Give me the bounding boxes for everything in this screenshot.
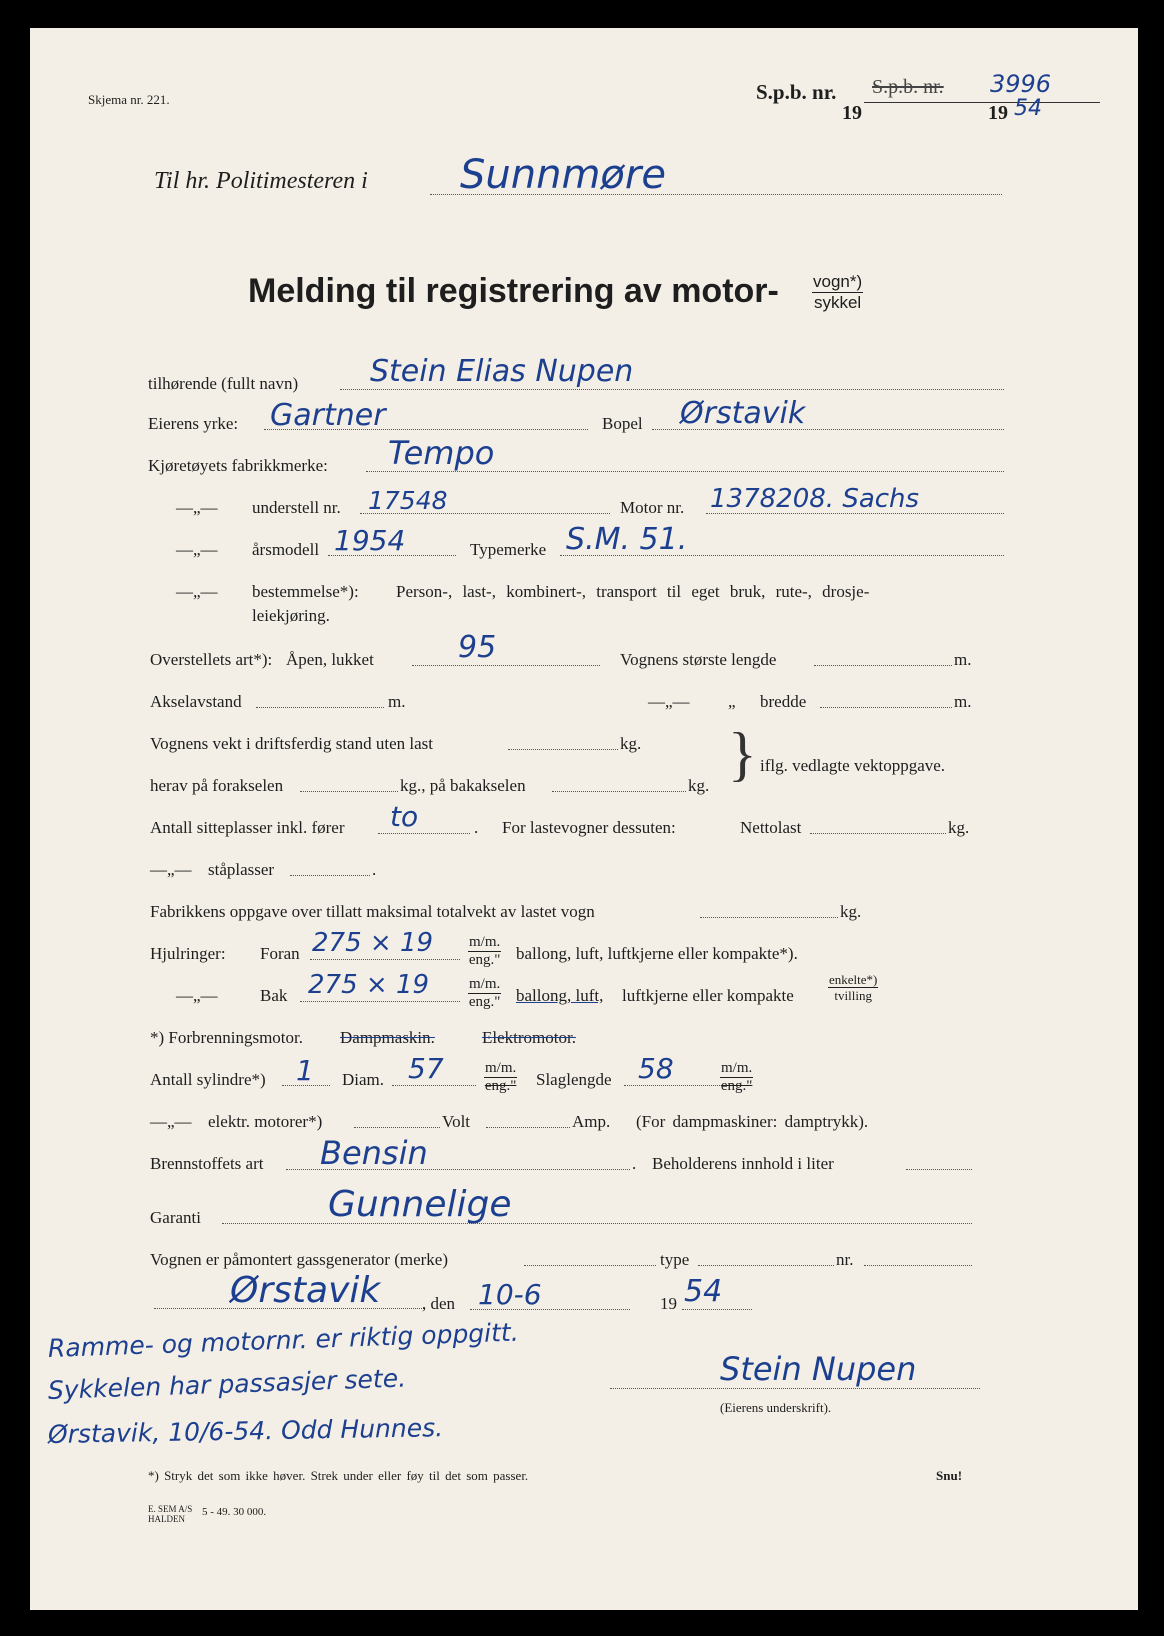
warranty-value: Gunnelige — [328, 1184, 512, 1225]
form-title: Melding til registrering av motor- — [248, 272, 779, 310]
signature-label: (Eierens underskrift). — [720, 1400, 832, 1415]
weight-label: Vognens vekt i driftsferdig stand uten last — [150, 734, 433, 753]
rear-axle-label: kg., på bakakselen — [400, 776, 526, 795]
amp-label: Amp. — [572, 1112, 611, 1131]
owner-value: Stein Elias Nupen — [370, 354, 634, 389]
model-year-value: 1954 — [334, 524, 406, 557]
stroke-value: 58 — [638, 1052, 674, 1085]
engine-note: *) Forbrenningsmotor. — [150, 1028, 303, 1047]
police-note-line3: Ørstavik, 10/6-54. Odd Hunnes. — [47, 1413, 444, 1449]
title-fraction: vogn*) sykkel — [813, 272, 863, 312]
max-weight-label: Fabrikkens oppgave over tillatt maksimal totalvekt av lastet vogn — [150, 902, 595, 921]
date-value: 10-6 — [478, 1278, 542, 1311]
residence-label: Bopel — [602, 414, 643, 433]
turn-page: Snu! — [936, 1468, 963, 1483]
weight-note: iflg. vedlagte vektoppgave. — [760, 756, 946, 775]
chassis-value: 17548 — [368, 486, 448, 515]
gas-nr-label: nr. — [836, 1250, 854, 1269]
model-year-label: årsmodell — [252, 540, 320, 559]
police-note-line2: Sykkelen har passasjer sete. — [47, 1363, 407, 1405]
steam-note: (For dampmaskiner: damptrykk). — [636, 1112, 869, 1131]
print-run: 5 - 49. 30 000. — [202, 1506, 267, 1518]
tire-types-rear: luftkjerne eller kompakte — [622, 986, 794, 1005]
fuel-label: Brennstoffets art — [150, 1154, 264, 1173]
footer-note: *) Stryk det som ikke høver. Strek under eller føy til det som passer. — [148, 1468, 529, 1483]
place-value: Ørstavik — [230, 1270, 381, 1311]
type-value: S.M. 51. — [566, 522, 688, 557]
owner-signature: Stein Nupen — [720, 1350, 917, 1388]
year-handwritten: 54 — [1014, 96, 1042, 121]
police-note-line1: Ramme- og motornr. er riktig oppgitt. — [47, 1317, 520, 1363]
wheelbase-label: Akselavstand — [150, 692, 242, 711]
warranty-label: Garanti — [150, 1208, 201, 1227]
den-label: , den — [422, 1294, 456, 1313]
gas-label: Vognen er påmontert gassgenerator (merke) — [150, 1250, 449, 1269]
residence-value: Ørstavik — [680, 396, 806, 431]
year-prefix-right: 19 — [988, 102, 1008, 124]
purpose-options-2: leiekjøring. — [252, 606, 330, 625]
make-value: Tempo — [388, 434, 495, 472]
addressee-value: Sunnmøre — [460, 152, 666, 198]
bore-label: Diam. — [342, 1070, 385, 1089]
front-label: Foran — [260, 944, 300, 963]
motor-label: Motor nr. — [620, 498, 685, 517]
trucks-label: For lastevogner dessuten: — [502, 818, 676, 837]
front-tire-value: 275 × 19 — [312, 928, 434, 958]
occupation-value: Gartner — [270, 398, 386, 433]
cylinders-label: Antall sylindre*) — [150, 1070, 266, 1089]
purpose-options: Person-, last-, kombinert-, transport til eget bruk, rute-, drosje- — [396, 582, 870, 601]
net-label: Nettolast — [740, 818, 802, 837]
tires-label: Hjulringer: — [150, 944, 226, 963]
seats-value: to — [390, 800, 419, 833]
standing-label: ståplasser — [208, 860, 275, 879]
electric-motors-label: elektr. motorer*) — [208, 1112, 323, 1131]
printer-name: E. SEM A/S HALDEN — [148, 1504, 193, 1524]
volt-label: Volt — [442, 1112, 471, 1131]
chassis-label: understell nr. — [252, 498, 341, 517]
cylinders-value: 1 — [296, 1054, 314, 1087]
spb-stamp: S.p.b. nr. — [872, 76, 944, 98]
form-page: Skjema nr. 221. S.p.b. nr. S.p.b. nr. 3996 19 19 54 Til hr. Politimesteren i Sunnmøre Melding til registrering av motor- vogn*) sykkel tilhørende (fullt navn) Stein Elias Nupen Eierens yrke: Gartner Bopel Ørstavik Kjøretøyets fabrikkmerke: Tempo —„— understell nr. 17548 Motor nr. 1378208. Sachs —„— årsmodell 1954 Typemerke S.M. 51. —„— bestemmelse*): Person-, last-, kombinert-, transport til eget bruk, rute-, drosje- leiekjøring. Overstellets art*): Åpen, lukket 95 Vognens største lengde m. Akselavstand m. —„— „ bredde m. Vognens vekt i driftsferdig stand uten last kg. herav på forakselen kg., på bakakselen kg. } iflg. vedlagte vektoppgave. Antall sitteplasser inkl. fører to . For lastevogner dessuten: Nettolast kg. —„— ståplasser . Fabrikkens oppgave over tillatt maksimal totalvekt av lastet vogn kg. Hjulringer: Foran 275 × 19 m/m. eng." ballong, luft, luftkjerne eller kompakte*). —„— Bak 275 × 19 m/m. eng." ballong, luft, luftkjerne eller kompakte enkelte*) tvilling *) Forbrenningsmotor. Dampmaskin. Elektromotor. Antall sylindre*) 1 Diam. 57 m/m. eng." Slaglengde 58 m/m. eng." —„— elektr. motorer*) Volt Amp. (For dampmaskiner: damptrykk). Brennstoffets art Bensin . Beholderens innhold i liter Garanti Gunnelige Vognen er påmontert gassgenerator (merke) type nr. Ørstavik , den 10-6 19 54 Ramme- og motornr. er riktig oppgitt. Sykkelen har passasjer sete. Ørstavik, 10/6-54. Odd Hunnes. Stein Nupen (Eierens underskrift). *) Stryk det som ikke høver. Strek under eller føy til det som passer. Snu! E. SEM A/S HALDEN 5 - 49. 30 000. — [30, 28, 1138, 1610]
make-label: Kjøretøyets fabrikkmerke: — [148, 456, 328, 475]
body-value: 95 — [458, 630, 497, 665]
body-label: Overstellets art*): — [150, 650, 273, 669]
addressee-label: Til hr. Politimesteren i — [154, 168, 368, 194]
type-label: Typemerke — [470, 540, 547, 559]
owner-label: tilhørende (fullt navn) — [148, 374, 299, 393]
bore-value: 57 — [408, 1052, 444, 1085]
tire-types: ballong, luft, luftkjerne eller kompakte*). — [516, 944, 798, 963]
spb-number: 3996 — [990, 70, 1052, 98]
fuel-value: Bensin — [320, 1134, 428, 1172]
purpose-label: bestemmelse*): — [252, 582, 359, 601]
occupation-label: Eierens yrke: — [148, 414, 239, 433]
width-label: bredde — [760, 692, 807, 711]
seats-label: Antall sitteplasser inkl. fører — [150, 818, 345, 837]
steam-label: Dampmaskin. — [340, 1028, 435, 1047]
rear-label: Bak — [260, 986, 288, 1005]
year-prefix: 19 — [660, 1294, 677, 1313]
year-value: 54 — [684, 1274, 723, 1309]
tank-label: Beholderens innhold i liter — [652, 1154, 834, 1173]
rear-tire-value: 275 × 19 — [308, 970, 430, 1000]
tire-types-rear-underlined: ballong, luft, — [516, 986, 604, 1005]
spb-label: S.p.b. nr. — [756, 80, 837, 104]
front-axle-label: herav på forakselen — [150, 776, 284, 795]
motor-value: 1378208. Sachs — [710, 484, 920, 514]
length-label: Vognens største lengde — [620, 650, 777, 669]
year-prefix-left: 19 — [842, 102, 862, 124]
stroke-label: Slaglengde — [536, 1070, 612, 1089]
gas-type-label: type — [660, 1250, 690, 1269]
body-options: Åpen, lukket — [286, 650, 374, 669]
form-number: Skjema nr. 221. — [88, 92, 170, 107]
electric-label: Elektromotor. — [482, 1028, 576, 1047]
